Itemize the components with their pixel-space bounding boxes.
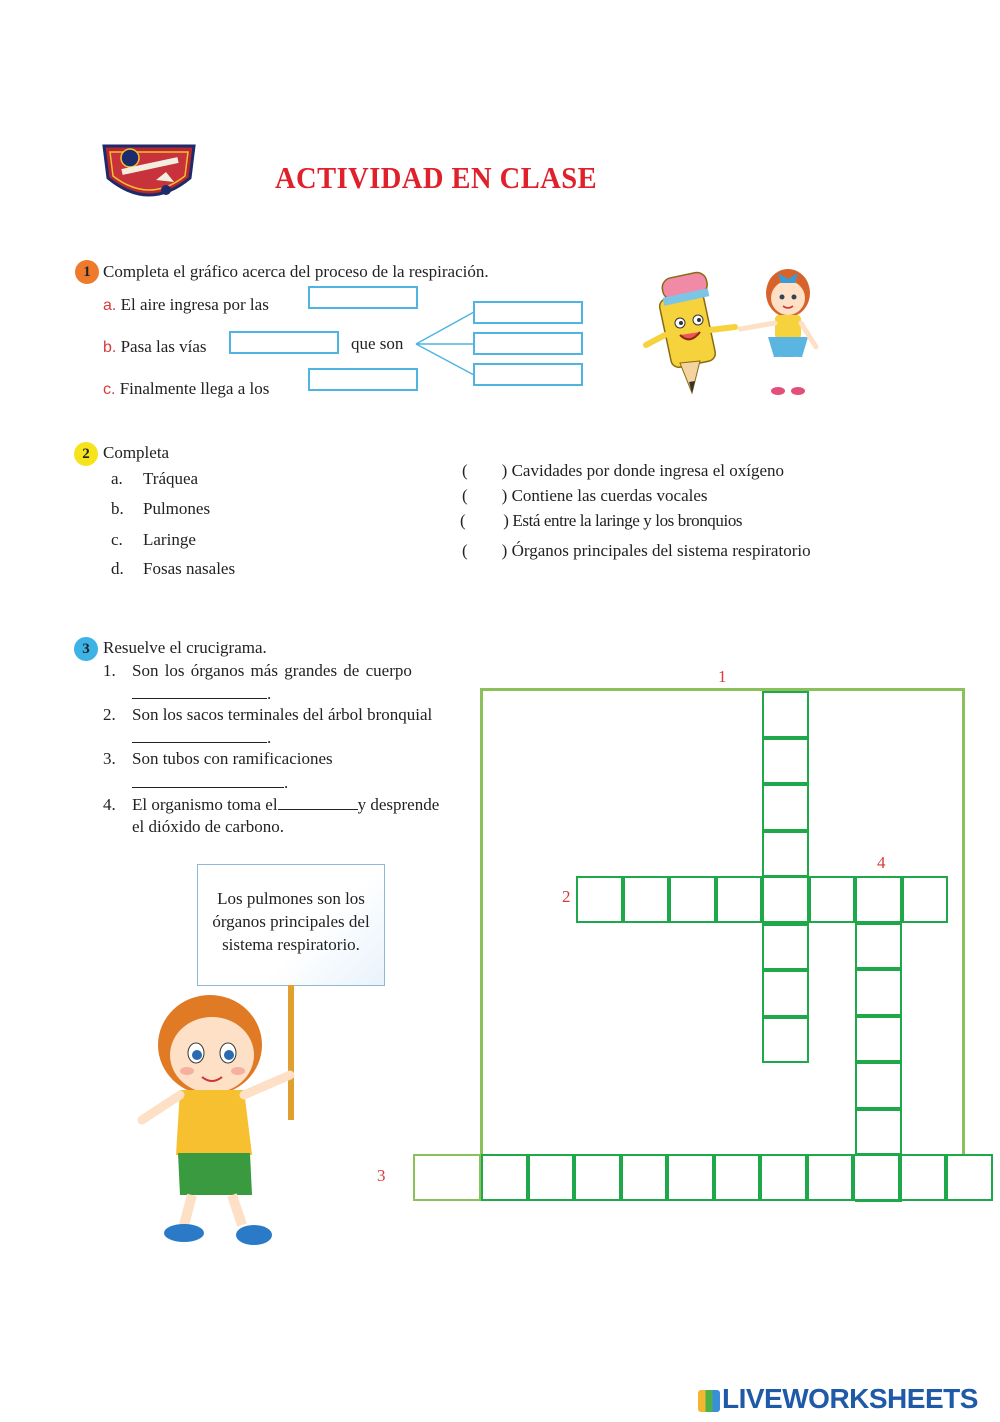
crossword-cell[interactable]	[853, 1154, 900, 1201]
crossword-cell[interactable]	[762, 831, 809, 878]
connector-label: que son	[351, 334, 404, 353]
clue-2-answer-line[interactable]: .	[132, 728, 271, 748]
match-row-3: ( ) Está entre la laringe y los bronquios	[460, 511, 743, 530]
crossword-cell[interactable]	[855, 969, 902, 1016]
crossword-number-3: 3	[377, 1166, 386, 1185]
answer-box-c[interactable]	[308, 368, 418, 391]
school-crest-icon	[100, 138, 198, 208]
answer-box-b[interactable]	[229, 331, 339, 354]
answer-box-b1[interactable]	[473, 301, 583, 324]
answer-box-b2[interactable]	[473, 332, 583, 355]
crossword-cell[interactable]	[762, 784, 809, 831]
clue-3: 3. Son tubos con ramificaciones	[103, 749, 333, 768]
clue-1: 1. Son los órganos más grandes de cuerpo	[103, 661, 412, 680]
clue-2: 2. Son los sacos terminales del árbol bronquial	[103, 705, 433, 724]
connector-lines	[412, 300, 477, 390]
crossword-cell[interactable]	[574, 1154, 621, 1201]
crossword-cell[interactable]	[902, 876, 949, 923]
crossword-number-2: 2	[562, 887, 571, 906]
match-row-4: ( ) Órganos principales del sistema respiratorio	[462, 541, 811, 560]
brand-logo: LIVEWORKSHEETS	[698, 1383, 978, 1415]
info-sign: Los pulmones son los órganos principales del sistema respiratorio.	[197, 864, 385, 986]
crossword-cell[interactable]	[807, 1154, 854, 1201]
option-a: a. Tráquea	[111, 469, 199, 488]
clue-4-continued: el dióxido de carbono.	[132, 817, 285, 836]
item-c: c. Finalmente llega a los	[103, 379, 270, 398]
crossword-cell[interactable]	[762, 1017, 809, 1064]
crossword-cell[interactable]	[762, 970, 809, 1017]
crossword-cell[interactable]	[623, 876, 670, 923]
crossword-cell[interactable]	[667, 1154, 714, 1201]
item-b: b. Pasa las vías	[103, 337, 207, 356]
crossword-cell[interactable]	[855, 876, 902, 923]
boy-with-sign-illustration	[132, 985, 312, 1255]
answer-box-a[interactable]	[308, 286, 418, 309]
clue-4: 4. El organismo toma el y desprende	[103, 795, 440, 814]
match-input-2[interactable]: ( )	[462, 486, 508, 505]
crossword-cell[interactable]	[760, 1154, 807, 1201]
crossword-number-1: 1	[718, 667, 727, 686]
clue-3-answer-line[interactable]: .	[132, 773, 288, 793]
crossword-cell[interactable]	[716, 876, 763, 923]
clue-4-answer-line[interactable]	[278, 795, 358, 810]
pencil-and-girl-illustration	[640, 265, 825, 405]
crossword-cell[interactable]	[413, 1154, 481, 1201]
section-2-badge: 2	[74, 442, 98, 466]
match-row-1: ( ) Cavidades por donde ingresa el oxígeno	[462, 461, 784, 480]
crossword-cell[interactable]	[621, 1154, 668, 1201]
crossword-cell[interactable]	[809, 876, 856, 923]
option-d: d. Fosas nasales	[111, 559, 236, 578]
match-input-3[interactable]: ( )	[460, 511, 509, 530]
option-c: c. Laringe	[111, 530, 196, 549]
section-3-badge: 3	[74, 637, 98, 661]
crossword-cell[interactable]	[762, 691, 809, 738]
option-b: b. Pulmones	[111, 499, 211, 518]
section-1-badge: 1	[75, 260, 99, 284]
crossword-cell[interactable]	[855, 1109, 902, 1156]
section-3-instruction: Resuelve el crucigrama.	[103, 638, 267, 657]
page-title: ACTIVIDAD EN CLASE	[275, 160, 598, 195]
crossword-cell[interactable]	[714, 1154, 761, 1201]
match-input-1[interactable]: ( )	[462, 461, 508, 480]
crossword-cell[interactable]	[946, 1154, 993, 1201]
crossword-cell[interactable]	[855, 1016, 902, 1063]
crossword-cell[interactable]	[855, 1062, 902, 1109]
brand-mark-icon	[698, 1390, 720, 1412]
crossword-cell[interactable]	[481, 1154, 528, 1201]
crossword-cell[interactable]	[576, 876, 623, 923]
section-1-instruction: Completa el gráfico acerca del proceso de la respiración.	[103, 262, 489, 281]
crossword-cell[interactable]	[528, 1154, 575, 1201]
match-input-4[interactable]: ( )	[462, 541, 508, 560]
clue-1-answer-line[interactable]: .	[132, 684, 271, 704]
crossword-cell[interactable]	[762, 924, 809, 971]
crossword-cell[interactable]	[900, 1154, 947, 1201]
crossword-cell[interactable]	[762, 876, 809, 923]
match-row-2: ( ) Contiene las cuerdas vocales	[462, 486, 708, 505]
crossword-cell[interactable]	[855, 923, 902, 970]
section-2-instruction: Completa	[103, 443, 170, 462]
crossword-cell[interactable]	[762, 738, 809, 785]
answer-box-b3[interactable]	[473, 363, 583, 386]
crossword-number-4: 4	[877, 853, 886, 872]
item-a: a. El aire ingresa por las	[103, 295, 269, 314]
crossword-cell[interactable]	[669, 876, 716, 923]
